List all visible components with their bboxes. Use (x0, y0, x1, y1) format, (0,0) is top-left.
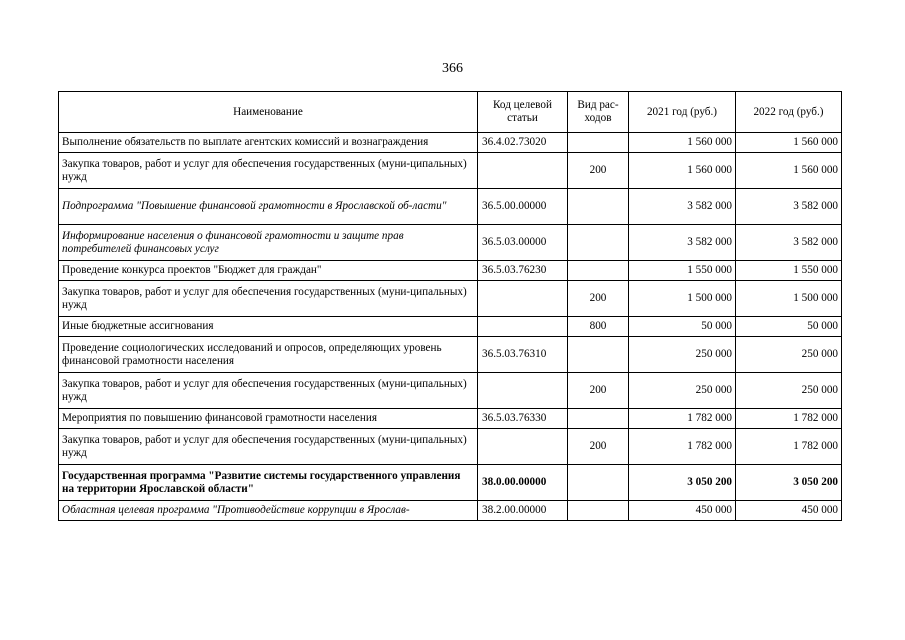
cell-name: Проведение социологических исследований и опросов, определяющих уровень финансовой грамотности населения (59, 337, 478, 373)
cell-2022: 1 560 000 (736, 133, 842, 153)
cell-2021: 1 500 000 (629, 281, 736, 317)
cell-expense-type (568, 337, 629, 373)
cell-2021: 3 582 000 (629, 225, 736, 261)
cell-code (478, 281, 568, 317)
header-2021: 2021 год (руб.) (629, 92, 736, 133)
table-row (59, 189, 842, 225)
cell-expense-type (568, 133, 629, 153)
table-row (59, 281, 842, 317)
cell-code: 36.5.03.00000 (478, 225, 568, 261)
cell-expense-type (568, 409, 629, 429)
cell-2022: 3 050 200 (736, 465, 842, 501)
cell-name: Иные бюджетные ассигнования (59, 317, 478, 337)
table-row (59, 409, 842, 429)
cell-code: 38.2.00.00000 (478, 501, 568, 521)
cell-code (478, 153, 568, 189)
cell-2022: 1 782 000 (736, 429, 842, 465)
cell-expense-type (568, 501, 629, 521)
cell-name: Закупка товаров, работ и услуг для обеспечения государственных (муни-ципальных) нужд (59, 373, 478, 409)
cell-expense-type: 200 (568, 429, 629, 465)
table-row (59, 317, 842, 337)
cell-2022: 1 560 000 (736, 153, 842, 189)
table-row (59, 501, 842, 521)
cell-2021: 50 000 (629, 317, 736, 337)
table-row (59, 153, 842, 189)
cell-expense-type (568, 189, 629, 225)
cell-2022: 3 582 000 (736, 189, 842, 225)
cell-name: Выполнение обязательств по выплате агентских комиссий и вознаграждения (59, 133, 478, 153)
cell-expense-type: 800 (568, 317, 629, 337)
cell-2021: 3 582 000 (629, 189, 736, 225)
cell-2022: 1 782 000 (736, 409, 842, 429)
cell-expense-type (568, 261, 629, 281)
cell-2021: 250 000 (629, 337, 736, 373)
cell-2022: 3 582 000 (736, 225, 842, 261)
cell-2021: 1 560 000 (629, 153, 736, 189)
header-2022: 2022 год (руб.) (736, 92, 842, 133)
cell-2022: 250 000 (736, 373, 842, 409)
cell-expense-type: 200 (568, 373, 629, 409)
page-number: 366 (442, 61, 463, 76)
cell-2021: 450 000 (629, 501, 736, 521)
cell-2021: 1 782 000 (629, 429, 736, 465)
cell-name: Подпрограмма "Повышение финансовой грамотности в Ярославской об-ласти" (59, 189, 478, 225)
table-row (59, 261, 842, 281)
header-expense-type: Вид рас- ходов (568, 92, 629, 133)
table-row (59, 373, 842, 409)
cell-2021: 3 050 200 (629, 465, 736, 501)
cell-code: 36.5.03.76310 (478, 337, 568, 373)
cell-name: Областная целевая программа "Противодействие коррупции в Ярослав- (59, 501, 478, 521)
cell-name: Проведение конкурса проектов "Бюджет для граждан" (59, 261, 478, 281)
cell-expense-type: 200 (568, 153, 629, 189)
cell-expense-type (568, 465, 629, 501)
table-row (59, 133, 842, 153)
cell-2022: 50 000 (736, 317, 842, 337)
table-row (59, 225, 842, 261)
cell-name: Мероприятия по повышению финансовой грамотности населения (59, 409, 478, 429)
cell-2022: 1 500 000 (736, 281, 842, 317)
table-row (59, 337, 842, 373)
cell-2021: 250 000 (629, 373, 736, 409)
cell-expense-type: 200 (568, 281, 629, 317)
cell-2021: 1 560 000 (629, 133, 736, 153)
table-row (59, 429, 842, 465)
cell-name: Информирование населения о финансовой грамотности и защите прав потребителей финансовых услуг (59, 225, 478, 261)
cell-code (478, 317, 568, 337)
cell-2021: 1 782 000 (629, 409, 736, 429)
cell-code: 36.5.03.76230 (478, 261, 568, 281)
cell-code: 36.5.03.76330 (478, 409, 568, 429)
header-code: Код целевой статьи (478, 92, 568, 133)
cell-expense-type (568, 225, 629, 261)
table-body (59, 133, 842, 521)
cell-code: 36.5.00.00000 (478, 189, 568, 225)
table-row (59, 465, 842, 501)
table-header-row (59, 92, 842, 133)
cell-name: Закупка товаров, работ и услуг для обеспечения государственных (муни-ципальных) нужд (59, 429, 478, 465)
cell-code (478, 373, 568, 409)
cell-code: 36.4.02.73020 (478, 133, 568, 153)
cell-name: Государственная программа "Развитие системы государственного управления на территории Ярославской области" (59, 465, 478, 501)
cell-code (478, 429, 568, 465)
cell-name: Закупка товаров, работ и услуг для обеспечения государственных (муни-ципальных) нужд (59, 281, 478, 317)
cell-2021: 1 550 000 (629, 261, 736, 281)
cell-2022: 1 550 000 (736, 261, 842, 281)
cell-2022: 250 000 (736, 337, 842, 373)
cell-code: 38.0.00.00000 (478, 465, 568, 501)
cell-name: Закупка товаров, работ и услуг для обеспечения государственных (муни-ципальных) нужд (59, 153, 478, 189)
header-name: Наименование (59, 92, 478, 133)
budget-table (58, 91, 842, 521)
cell-2022: 450 000 (736, 501, 842, 521)
